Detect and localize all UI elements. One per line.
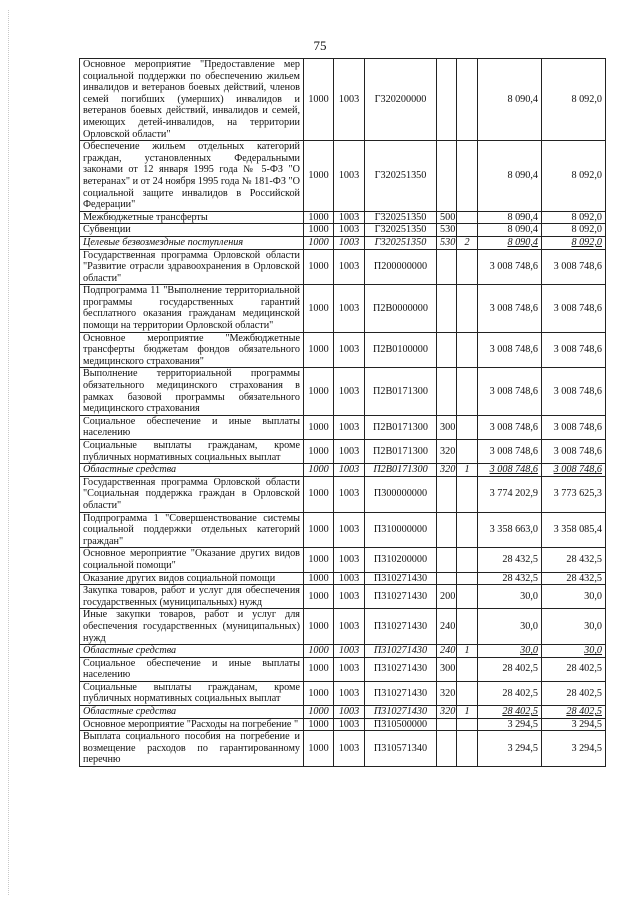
- funding-source-code: [457, 657, 478, 681]
- table-row: [80, 141, 606, 212]
- funding-source-code: 1: [457, 464, 478, 477]
- subsection-code: 1003: [334, 657, 365, 681]
- section-code: 1000: [304, 236, 334, 249]
- section-code: 1000: [304, 368, 334, 415]
- section-code: 1000: [304, 731, 334, 767]
- amount-year-1: 3 008 748,6: [478, 415, 542, 439]
- expense-type-code: [437, 572, 457, 585]
- table-row: [80, 211, 606, 224]
- funding-source-code: [457, 440, 478, 464]
- row-name: Основное мероприятие "Расходы на погребение ": [80, 718, 304, 731]
- expense-type-code: [437, 249, 457, 285]
- row-name: Закупка товаров, работ и услуг для обеспечения государственных (муниципальных) нужд: [80, 585, 304, 609]
- expense-type-code: [437, 548, 457, 572]
- table-row: [80, 415, 606, 439]
- subsection-code: 1003: [334, 368, 365, 415]
- amount-year-1: 3 358 663,0: [478, 512, 542, 548]
- section-code: 1000: [304, 609, 334, 645]
- subsection-code: 1003: [334, 572, 365, 585]
- target-article-code: Г320200000: [365, 59, 437, 141]
- amount-year-1: 3 294,5: [478, 718, 542, 731]
- row-name: Основное мероприятие "Межбюджетные трансферты бюджетам фондов обязательного медицинского страхования": [80, 332, 304, 368]
- funding-source-code: 1: [457, 706, 478, 719]
- section-code: 1000: [304, 585, 334, 609]
- funding-source-code: [457, 332, 478, 368]
- amount-year-1: 3 008 748,6: [478, 464, 542, 477]
- subsection-code: 1003: [334, 718, 365, 731]
- expense-type-code: 320: [437, 464, 457, 477]
- row-name: Выплата социального пособия на погребение и возмещение расходов по гарантированному перечню: [80, 731, 304, 767]
- table-row: [80, 548, 606, 572]
- section-code: 1000: [304, 548, 334, 572]
- section-code: 1000: [304, 440, 334, 464]
- amount-year-1: 28 402,5: [478, 657, 542, 681]
- amount-year-1: 8 090,4: [478, 224, 542, 237]
- target-article-code: П310271430: [365, 585, 437, 609]
- subsection-code: 1003: [334, 706, 365, 719]
- subsection-code: 1003: [334, 415, 365, 439]
- table-row: [80, 645, 606, 658]
- amount-year-1: 30,0: [478, 609, 542, 645]
- expense-type-code: 240: [437, 609, 457, 645]
- expense-type-code: 500: [437, 211, 457, 224]
- funding-source-code: [457, 585, 478, 609]
- expense-type-code: 240: [437, 645, 457, 658]
- expense-type-code: 300: [437, 415, 457, 439]
- funding-source-code: [457, 681, 478, 705]
- table-row: [80, 464, 606, 477]
- row-name: Социальные выплаты гражданам, кроме публичных нормативных социальных выплат: [80, 440, 304, 464]
- target-article-code: П310571340: [365, 731, 437, 767]
- funding-source-code: [457, 415, 478, 439]
- target-article-code: П200000000: [365, 249, 437, 285]
- table-row: [80, 285, 606, 332]
- amount-year-1: 3 294,5: [478, 731, 542, 767]
- row-name: Основное мероприятие "Предоставление мер социальной поддержки по обеспечению жильем инвалидов и ветеранов боевых действий, членов семей погибших (умерших) инвалидов и ветеранов боевых действий, инвалидов и семей, имеющих детей-инвалидов, на территории Орловской области": [80, 59, 304, 141]
- amount-year-2: 30,0: [542, 585, 606, 609]
- amount-year-2: 3 008 748,6: [542, 285, 606, 332]
- amount-year-2: 28 402,5: [542, 657, 606, 681]
- target-article-code: П310271430: [365, 645, 437, 658]
- row-name: Оказание других видов социальной помощи: [80, 572, 304, 585]
- subsection-code: 1003: [334, 645, 365, 658]
- subsection-code: 1003: [334, 236, 365, 249]
- budget-table: [79, 58, 606, 767]
- amount-year-2: 3 358 085,4: [542, 512, 606, 548]
- row-name: Обеспечение жильем отдельных категорий граждан, установленных Федеральными законами от 12 января 1995 года № 5-ФЗ "О ветеранах" и от 24 ноября 1995 года № 181-ФЗ "О социальной защите инвалидов в Российской Федерации": [80, 141, 304, 212]
- table-row: [80, 572, 606, 585]
- funding-source-code: [457, 572, 478, 585]
- subsection-code: 1003: [334, 249, 365, 285]
- expense-type-code: 320: [437, 440, 457, 464]
- expense-type-code: [437, 718, 457, 731]
- subsection-code: 1003: [334, 476, 365, 512]
- subsection-code: 1003: [334, 59, 365, 141]
- funding-source-code: [457, 548, 478, 572]
- subsection-code: 1003: [334, 332, 365, 368]
- scan-margin-line: [8, 10, 9, 895]
- funding-source-code: [457, 285, 478, 332]
- target-article-code: П2В0171300: [365, 368, 437, 415]
- amount-year-1: 30,0: [478, 645, 542, 658]
- funding-source-code: [457, 368, 478, 415]
- amount-year-1: 3 008 748,6: [478, 368, 542, 415]
- funding-source-code: [457, 141, 478, 212]
- row-name: Областные средства: [80, 645, 304, 658]
- table-row: [80, 236, 606, 249]
- expense-type-code: [437, 59, 457, 141]
- funding-source-code: 2: [457, 236, 478, 249]
- amount-year-1: 8 090,4: [478, 59, 542, 141]
- row-name: Подпрограмма 11 "Выполнение территориальной программы государственных гарантий бесплатного оказания гражданам медицинской помощи на территории Орловской области": [80, 285, 304, 332]
- funding-source-code: 1: [457, 645, 478, 658]
- amount-year-1: 30,0: [478, 585, 542, 609]
- target-article-code: Г320251350: [365, 236, 437, 249]
- section-code: 1000: [304, 141, 334, 212]
- amount-year-2: 3 008 748,6: [542, 415, 606, 439]
- subsection-code: 1003: [334, 224, 365, 237]
- expense-type-code: 530: [437, 236, 457, 249]
- amount-year-2: 3 008 748,6: [542, 249, 606, 285]
- section-code: 1000: [304, 332, 334, 368]
- row-name: Государственная программа Орловской области "Социальная поддержка граждан в Орловской области": [80, 476, 304, 512]
- row-name: Межбюджетные трансферты: [80, 211, 304, 224]
- subsection-code: 1003: [334, 211, 365, 224]
- target-article-code: П310000000: [365, 512, 437, 548]
- amount-year-1: 28 432,5: [478, 548, 542, 572]
- target-article-code: П310271430: [365, 572, 437, 585]
- row-name: Субвенции: [80, 224, 304, 237]
- amount-year-1: 28 432,5: [478, 572, 542, 585]
- amount-year-1: 3 008 748,6: [478, 440, 542, 464]
- section-code: 1000: [304, 657, 334, 681]
- table-row: [80, 609, 606, 645]
- funding-source-code: [457, 59, 478, 141]
- expense-type-code: [437, 332, 457, 368]
- target-article-code: П310271430: [365, 609, 437, 645]
- row-name: Основное мероприятие "Оказание других видов социальной помощи": [80, 548, 304, 572]
- row-name: Государственная программа Орловской области "Развитие отрасли здравоохранения в Орловской области": [80, 249, 304, 285]
- target-article-code: Г320251350: [365, 141, 437, 212]
- section-code: 1000: [304, 706, 334, 719]
- target-article-code: П310271430: [365, 681, 437, 705]
- subsection-code: 1003: [334, 141, 365, 212]
- subsection-code: 1003: [334, 285, 365, 332]
- target-article-code: П310271430: [365, 657, 437, 681]
- amount-year-2: 3 294,5: [542, 731, 606, 767]
- amount-year-2: 3 773 625,3: [542, 476, 606, 512]
- table-row: [80, 59, 606, 141]
- subsection-code: 1003: [334, 464, 365, 477]
- amount-year-2: 3 008 748,6: [542, 332, 606, 368]
- amount-year-2: 8 092,0: [542, 224, 606, 237]
- table-row: [80, 224, 606, 237]
- section-code: 1000: [304, 645, 334, 658]
- section-code: 1000: [304, 285, 334, 332]
- table-row: [80, 440, 606, 464]
- row-name: Социальное обеспечение и иные выплаты населению: [80, 657, 304, 681]
- amount-year-1: 3 774 202,9: [478, 476, 542, 512]
- target-article-code: Г320251350: [365, 224, 437, 237]
- amount-year-2: 8 092,0: [542, 141, 606, 212]
- section-code: 1000: [304, 572, 334, 585]
- table-row: [80, 681, 606, 705]
- amount-year-1: 3 008 748,6: [478, 332, 542, 368]
- amount-year-1: 28 402,5: [478, 706, 542, 719]
- section-code: 1000: [304, 681, 334, 705]
- section-code: 1000: [304, 464, 334, 477]
- expense-type-code: 300: [437, 657, 457, 681]
- expense-type-code: [437, 368, 457, 415]
- target-article-code: П2В0171300: [365, 440, 437, 464]
- subsection-code: 1003: [334, 609, 365, 645]
- row-name: Областные средства: [80, 464, 304, 477]
- row-name: Выполнение территориальной программы обязательного медицинского страхования в рамках базовой программы обязательного медицинского страхования: [80, 368, 304, 415]
- funding-source-code: [457, 224, 478, 237]
- row-name: Социальные выплаты гражданам, кроме публичных нормативных социальных выплат: [80, 681, 304, 705]
- funding-source-code: [457, 731, 478, 767]
- funding-source-code: [457, 609, 478, 645]
- row-name: Областные средства: [80, 706, 304, 719]
- amount-year-1: 8 090,4: [478, 236, 542, 249]
- target-article-code: П2В0000000: [365, 285, 437, 332]
- funding-source-code: [457, 512, 478, 548]
- funding-source-code: [457, 211, 478, 224]
- amount-year-1: 3 008 748,6: [478, 249, 542, 285]
- amount-year-2: 8 092,0: [542, 59, 606, 141]
- expense-type-code: [437, 141, 457, 212]
- funding-source-code: [457, 249, 478, 285]
- expense-type-code: [437, 731, 457, 767]
- table-row: [80, 718, 606, 731]
- table-row: [80, 368, 606, 415]
- expense-type-code: 200: [437, 585, 457, 609]
- expense-type-code: 320: [437, 706, 457, 719]
- page-number: 75: [313, 38, 327, 53]
- row-name: Целевые безвозмездные поступления: [80, 236, 304, 249]
- table-row: [80, 706, 606, 719]
- subsection-code: 1003: [334, 681, 365, 705]
- row-name: Иные закупки товаров, работ и услуг для обеспечения государственных (муниципальных) нужд: [80, 609, 304, 645]
- amount-year-2: 8 092,0: [542, 236, 606, 249]
- table-row: [80, 476, 606, 512]
- row-name: Подпрограмма 1 "Совершенствование системы социальной поддержки отдельных категорий граждан": [80, 512, 304, 548]
- table-row: [80, 332, 606, 368]
- budget-table-body: [80, 59, 606, 767]
- expense-type-code: [437, 512, 457, 548]
- target-article-code: П310271430: [365, 706, 437, 719]
- amount-year-2: 30,0: [542, 645, 606, 658]
- table-row: [80, 731, 606, 767]
- funding-source-code: [457, 476, 478, 512]
- section-code: 1000: [304, 476, 334, 512]
- row-name: Социальное обеспечение и иные выплаты населению: [80, 415, 304, 439]
- subsection-code: 1003: [334, 585, 365, 609]
- amount-year-2: 3 008 748,6: [542, 440, 606, 464]
- amount-year-2: 3 008 748,6: [542, 368, 606, 415]
- target-article-code: П2В0171300: [365, 464, 437, 477]
- table-row: [80, 512, 606, 548]
- amount-year-2: 28 402,5: [542, 706, 606, 719]
- table-row: [80, 657, 606, 681]
- subsection-code: 1003: [334, 440, 365, 464]
- expense-type-code: [437, 285, 457, 332]
- target-article-code: П310500000: [365, 718, 437, 731]
- section-code: 1000: [304, 718, 334, 731]
- amount-year-1: 8 090,4: [478, 141, 542, 212]
- table-row: [80, 249, 606, 285]
- target-article-code: П300000000: [365, 476, 437, 512]
- amount-year-2: 30,0: [542, 609, 606, 645]
- target-article-code: П310200000: [365, 548, 437, 572]
- subsection-code: 1003: [334, 731, 365, 767]
- expense-type-code: 320: [437, 681, 457, 705]
- amount-year-2: 3 008 748,6: [542, 464, 606, 477]
- subsection-code: 1003: [334, 512, 365, 548]
- target-article-code: Г320251350: [365, 211, 437, 224]
- subsection-code: 1003: [334, 548, 365, 572]
- funding-source-code: [457, 718, 478, 731]
- expense-type-code: 530: [437, 224, 457, 237]
- expense-type-code: [437, 476, 457, 512]
- section-code: 1000: [304, 211, 334, 224]
- amount-year-1: 8 090,4: [478, 211, 542, 224]
- amount-year-2: 28 432,5: [542, 572, 606, 585]
- amount-year-2: 28 432,5: [542, 548, 606, 572]
- section-code: 1000: [304, 224, 334, 237]
- amount-year-2: 8 092,0: [542, 211, 606, 224]
- section-code: 1000: [304, 415, 334, 439]
- amount-year-1: 28 402,5: [478, 681, 542, 705]
- section-code: 1000: [304, 249, 334, 285]
- amount-year-2: 28 402,5: [542, 681, 606, 705]
- target-article-code: П2В0100000: [365, 332, 437, 368]
- amount-year-2: 3 294,5: [542, 718, 606, 731]
- target-article-code: П2В0171300: [365, 415, 437, 439]
- table-row: [80, 585, 606, 609]
- section-code: 1000: [304, 512, 334, 548]
- section-code: 1000: [304, 59, 334, 141]
- amount-year-1: 3 008 748,6: [478, 285, 542, 332]
